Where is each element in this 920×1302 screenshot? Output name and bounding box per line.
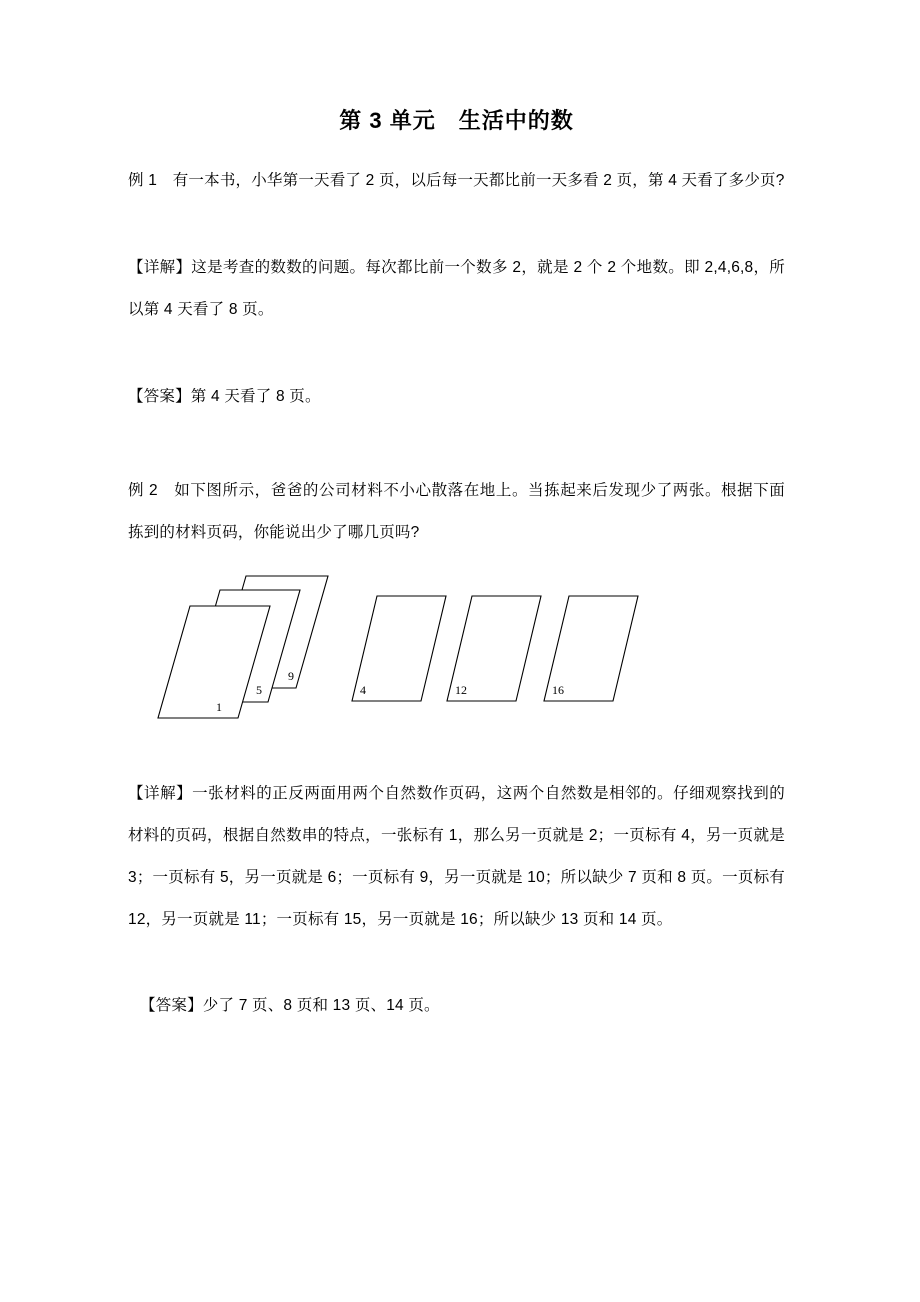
example-1-paragraph: 例 1 有一本书，小华第一天看了 2 页，以后每一天都比前一天多看 2 页，第 4 天看了多少页?: [128, 172, 785, 190]
sheet-label-12: 12: [455, 683, 467, 698]
answer-1-paragraph: 【答案】第 4 天看了 8 页。: [128, 388, 321, 406]
sheet-shape-4: [352, 596, 446, 701]
solution-1-paragraph: 【详解】这是考查的数数的问题。每次都比前一个数多 2，就是 2 个 2 个地数。即 2,4,6,8，所以第 4 天看了 8 页。: [128, 259, 785, 319]
solution-2-paragraph: 【详解】一张材料的正反两面用两个自然数作页码，这两个自然数是相邻的。仔细观察找到的材料的页码，根据自然数串的特点，一张标有 1，那么另一页就是 2；一页标有 4，另一页就是 3；一页标有 5，另一页就是 6；一页标有 9，另一页就是 10；所以缺少 7 页和 8 页。一页标有 12，另一页就是 11；一页标有 15，另一页就是 16；所以缺少 13 页和 14 页。: [128, 785, 785, 929]
sheet-label-5: 5: [256, 683, 262, 698]
example-2-paragraph: 例 2 如下图所示，爸爸的公司材料不小心散落在地上。当拣起来后发现少了两张。根据下面拣到的材料页码，你能说出少了哪几页吗?: [128, 482, 785, 542]
scattered-paper-sheets-figure: [128, 568, 785, 733]
answer-2-paragraph: 【答案】少了 7 页、8 页和 13 页、14 页。: [140, 997, 440, 1015]
sheet-label-4: 4: [360, 683, 366, 698]
sheet-label-9: 9: [288, 669, 294, 684]
sheet-label-1: 1: [216, 700, 222, 715]
sheet-label-16: 16: [552, 683, 564, 698]
paper-sheets-illustration: [128, 568, 788, 733]
page-title: 第 3 单元 生活中的数: [339, 108, 574, 133]
